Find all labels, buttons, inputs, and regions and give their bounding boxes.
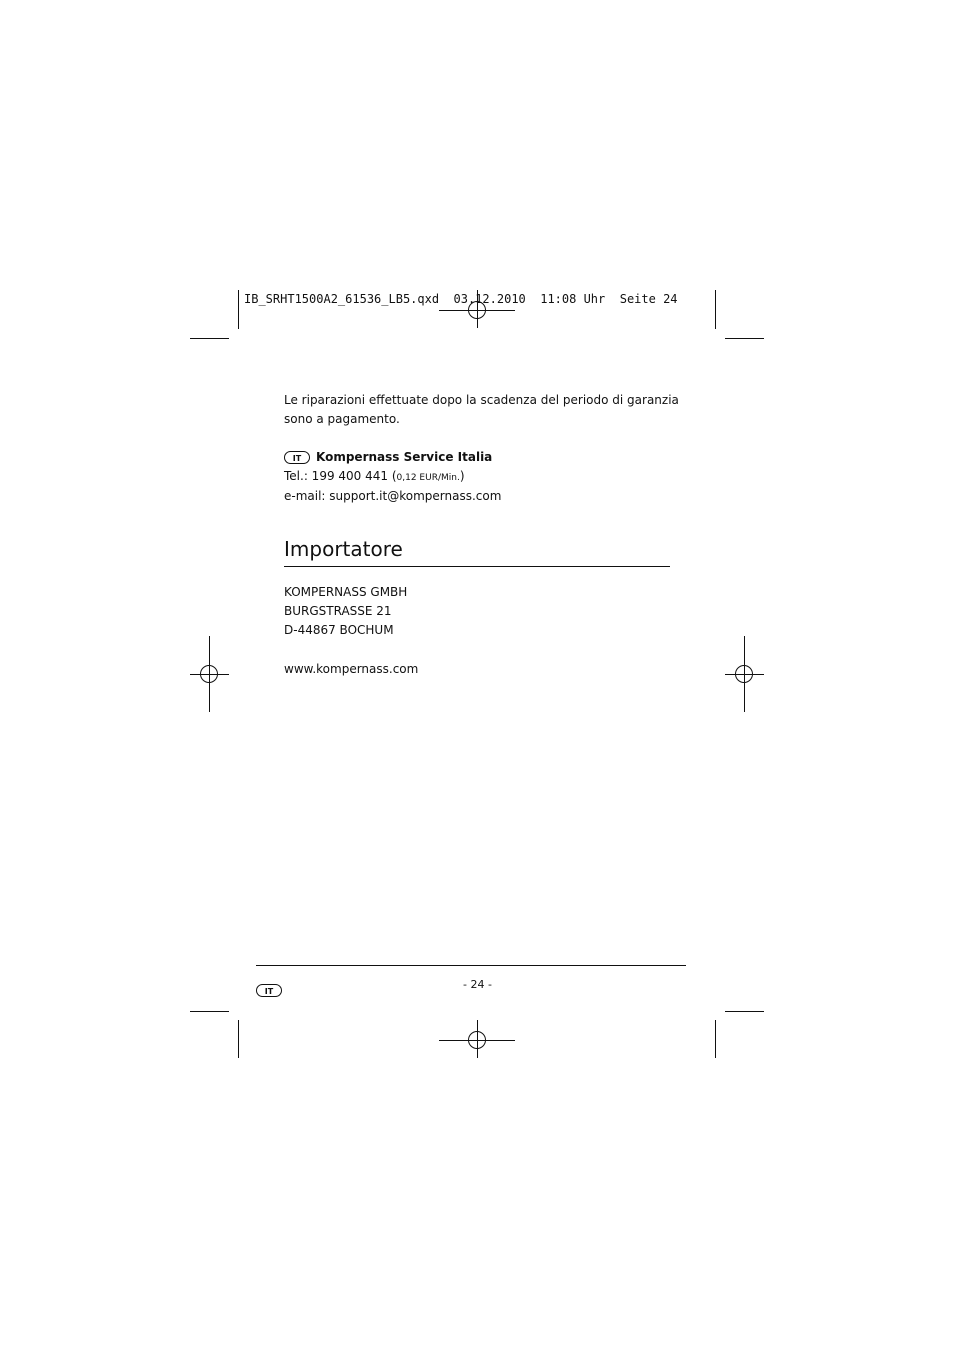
footer-country-badge: IT	[256, 984, 282, 997]
heading-rule	[284, 566, 670, 567]
crop-mark	[190, 338, 229, 339]
importer-city: D-44867 BOCHUM	[284, 623, 394, 637]
slug-time: 11:08 Uhr	[540, 292, 606, 306]
registration-circle	[468, 1031, 486, 1049]
crop-mark	[725, 1011, 764, 1012]
phone-number: Tel.: 199 400 441 (	[284, 469, 397, 483]
crop-mark	[715, 1020, 716, 1058]
page-number: - 24 -	[463, 978, 492, 991]
crop-mark	[190, 1011, 229, 1012]
phone-rate: 0,12 EUR/Min.	[396, 473, 460, 483]
service-email: e-mail: support.it@kompernass.com	[284, 489, 502, 503]
importer-street: BURGSTRASSE 21	[284, 604, 392, 618]
crop-mark	[715, 290, 716, 329]
service-name: Kompernass Service Italia	[316, 450, 493, 464]
slug-page: Seite 24	[619, 292, 678, 306]
registration-circle	[735, 665, 753, 683]
footer-country	[256, 980, 288, 999]
service-heading	[284, 448, 492, 467]
service-phone	[284, 467, 465, 488]
phone-suffix: )	[459, 469, 465, 483]
slug-date: 03.12.2010	[453, 292, 526, 306]
crop-mark	[238, 1020, 239, 1058]
print-slug	[244, 292, 678, 306]
registration-circle	[200, 665, 218, 683]
repair-notice-line-2: sono a pagamento.	[284, 412, 400, 426]
importer-website: www.kompernass.com	[284, 662, 419, 676]
slug-filename: IB_SRHT1500A2_61536_LB5.qxd	[244, 292, 440, 306]
footer-rule	[256, 965, 686, 966]
section-heading-importatore: Importatore	[284, 537, 403, 561]
repair-notice-line-1: Le riparazioni effettuate dopo la scadenza del periodo di garanzia	[284, 393, 679, 407]
importer-company: KOMPERNASS GMBH	[284, 585, 408, 599]
country-badge: IT	[284, 451, 310, 464]
crop-mark	[725, 338, 764, 339]
crop-mark	[238, 290, 239, 329]
